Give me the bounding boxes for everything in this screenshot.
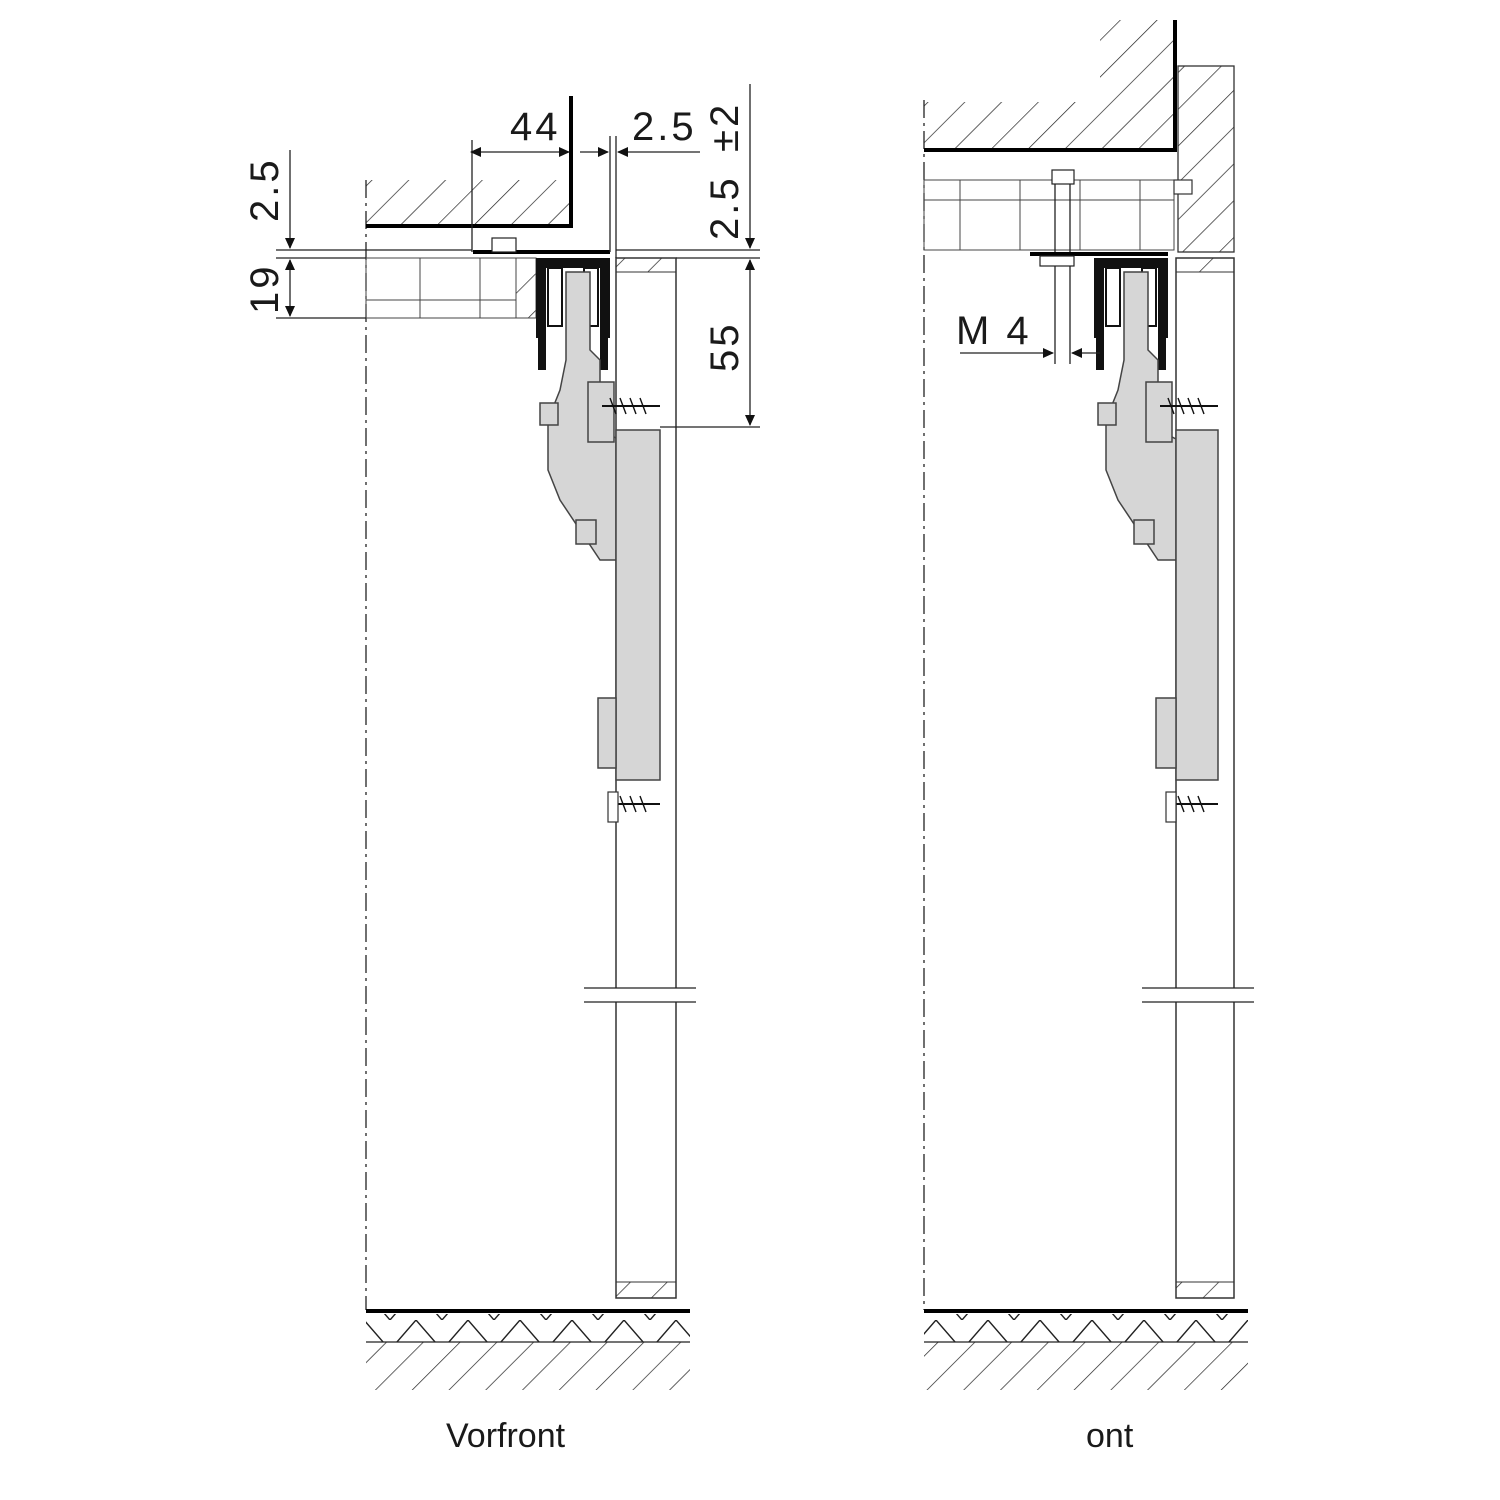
dim-2-5-top: 2.5 bbox=[632, 105, 697, 149]
dim-2-5-left: 2.5 bbox=[243, 157, 287, 222]
right-floor bbox=[924, 1311, 1248, 1390]
dim-19: 19 bbox=[243, 263, 287, 314]
dim-2-5-vertical: 2.5 bbox=[703, 175, 747, 240]
right-view bbox=[924, 20, 1254, 1455]
left-view bbox=[243, 84, 760, 1455]
dim-m4: M 4 bbox=[956, 309, 1032, 353]
dim-44: 44 bbox=[510, 105, 561, 149]
caption-left: Vorfront bbox=[446, 1417, 566, 1455]
caption-right: ont bbox=[1086, 1417, 1134, 1455]
dim-plus-minus-2: ±2 bbox=[703, 101, 747, 152]
left-floor bbox=[366, 1311, 690, 1390]
dim-55: 55 bbox=[703, 321, 747, 372]
